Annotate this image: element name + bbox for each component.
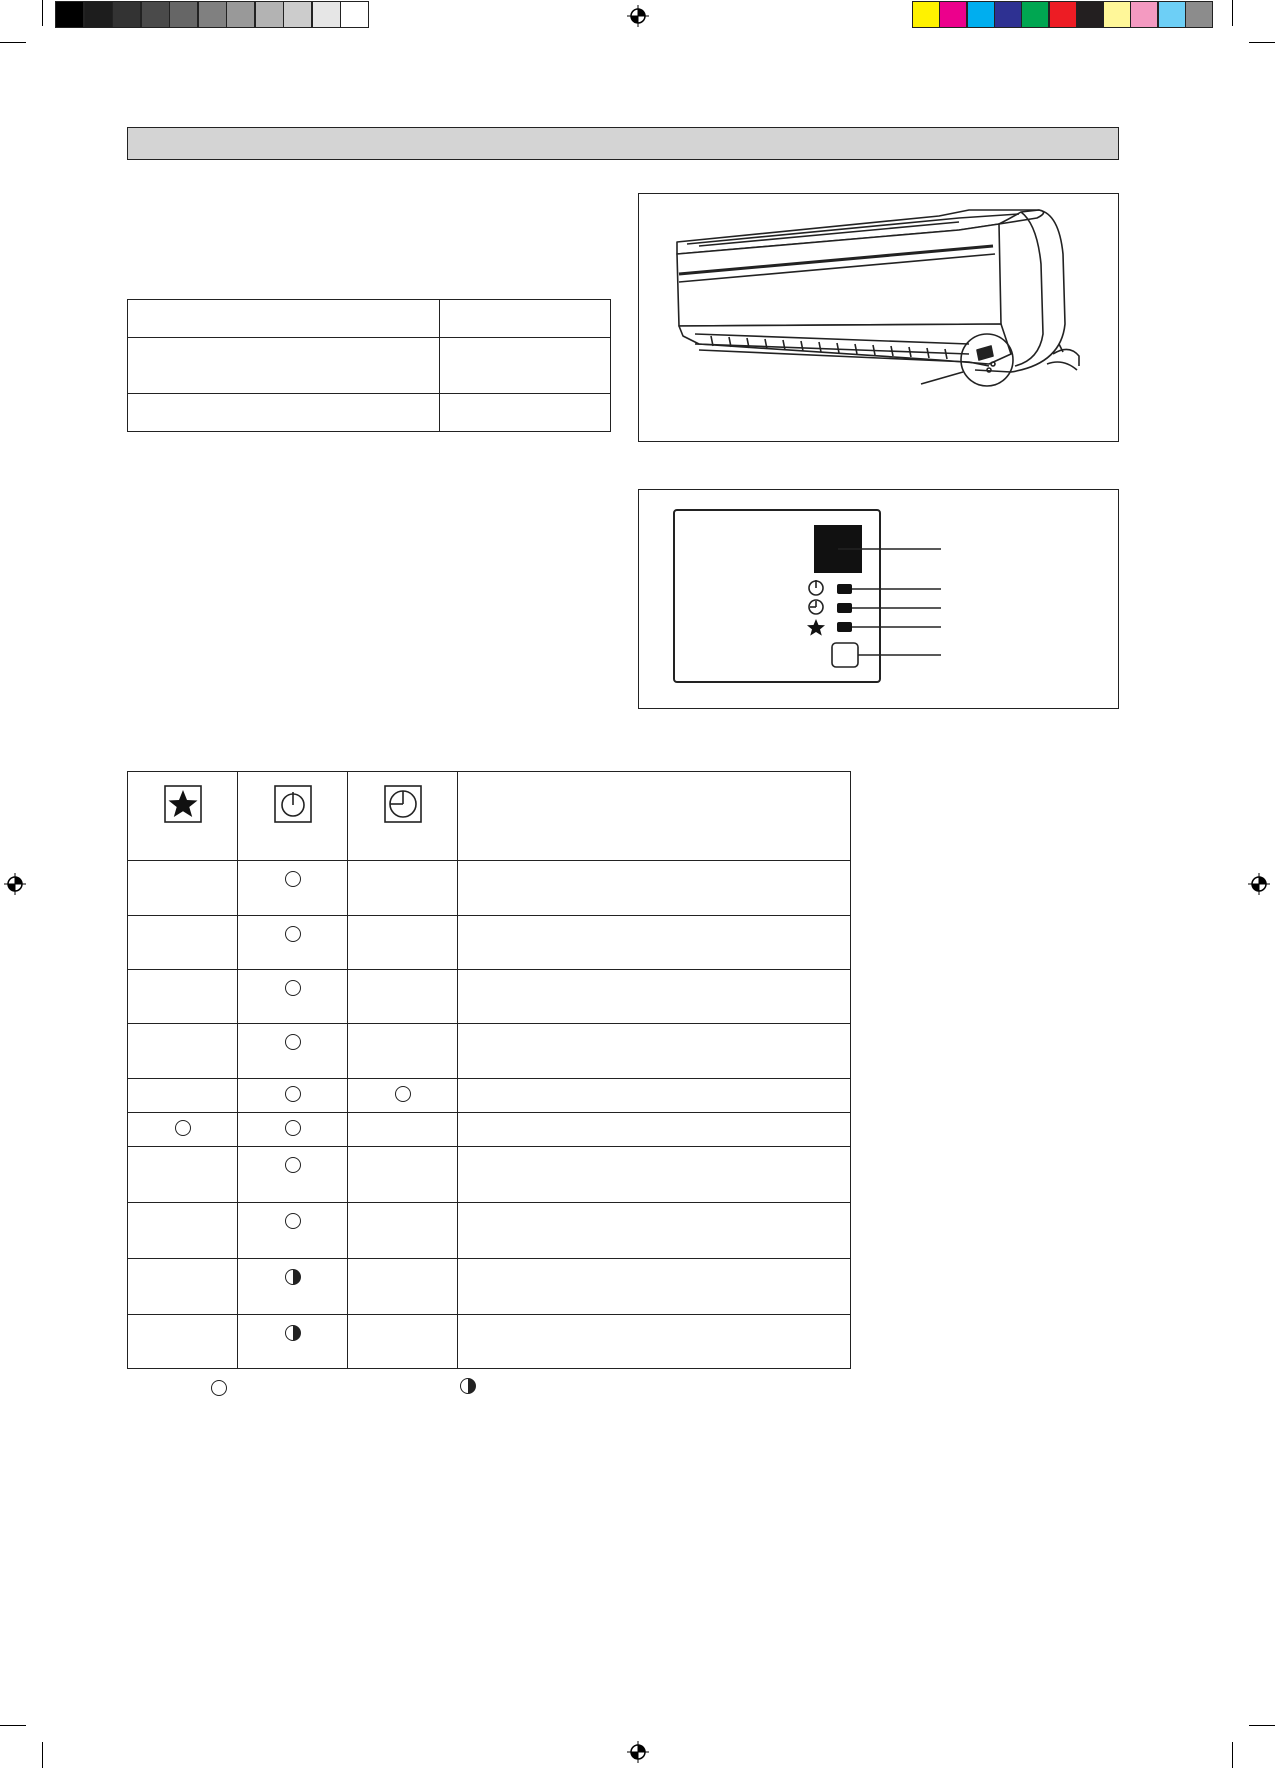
indicator-status-table: [127, 771, 851, 1369]
status-cell-timer: [348, 1147, 458, 1203]
header-cell-star: [128, 772, 238, 861]
timer-icon: [383, 784, 423, 824]
status-cell-power: [238, 1024, 348, 1079]
registration-mark-icon: [4, 873, 26, 895]
table-row: [128, 1259, 851, 1315]
status-description-cell: [458, 1315, 851, 1369]
status-cell-timer: [348, 861, 458, 916]
lamp-blink-symbol: [285, 1269, 301, 1285]
spec-label-cell: [128, 394, 440, 432]
gray-swatch: [312, 1, 341, 28]
status-cell-timer: [348, 970, 458, 1024]
status-cell-star: [128, 916, 238, 970]
status-cell-timer: [348, 916, 458, 970]
status-cell-power: [238, 1259, 348, 1315]
lamp-on-symbol: [285, 1157, 301, 1173]
status-description-cell: [458, 1203, 851, 1259]
lamp-on-symbol: [285, 1120, 301, 1136]
indicator-panel-illustration: [639, 490, 1117, 707]
table-row: [128, 1024, 851, 1079]
color-swatch: [967, 1, 995, 28]
status-cell-star: [128, 1147, 238, 1203]
table-row: [128, 1203, 851, 1259]
gray-swatch: [169, 1, 198, 28]
trim-mark: [42, 0, 43, 26]
gray-swatch: [340, 1, 369, 28]
registration-mark-icon: [627, 5, 649, 27]
star-icon: [163, 784, 203, 824]
spec-label-cell: [128, 338, 440, 394]
color-swatch: [1076, 1, 1104, 28]
table-row: [128, 861, 851, 916]
spec-label-cell: [128, 300, 440, 338]
lamp-on-symbol: [285, 871, 301, 887]
indoor-unit-figure: [638, 193, 1119, 442]
color-swatch: [1185, 1, 1213, 28]
color-swatch: [1021, 1, 1049, 28]
spec-value-cell: [440, 338, 611, 394]
air-conditioner-illustration: [639, 194, 1117, 440]
status-cell-timer: [348, 1315, 458, 1369]
status-description-cell: [458, 861, 851, 916]
gray-swatch: [198, 1, 227, 28]
lamp-on-symbol: [285, 1034, 301, 1050]
status-cell-power: [238, 861, 348, 916]
spec-value-cell: [440, 394, 611, 432]
trim-mark: [42, 1742, 43, 1768]
table-row: [128, 300, 611, 338]
trim-mark: [1249, 42, 1275, 43]
color-swatch: [994, 1, 1022, 28]
header-cell-description: [458, 772, 851, 861]
status-description-cell: [458, 1024, 851, 1079]
trim-mark: [1249, 1725, 1275, 1726]
gray-swatch: [84, 1, 113, 28]
status-cell-star: [128, 1203, 238, 1259]
registration-mark-icon: [627, 1741, 649, 1763]
header-cell-power: [238, 772, 348, 861]
status-cell-star: [128, 1113, 238, 1147]
color-swatch: [1158, 1, 1186, 28]
status-cell-star: [128, 1315, 238, 1369]
gray-swatch: [226, 1, 255, 28]
section-header-bar: [127, 127, 1119, 160]
trim-mark: [1232, 0, 1233, 26]
table-row: [128, 970, 851, 1024]
gray-swatch: [255, 1, 284, 28]
color-swatch: [1103, 1, 1131, 28]
table-row: [128, 1315, 851, 1369]
status-description-cell: [458, 1147, 851, 1203]
status-description-cell: [458, 916, 851, 970]
table-row: [128, 916, 851, 970]
header-cell-timer: [348, 772, 458, 861]
legend: [127, 1378, 850, 1402]
spec-value-cell: [440, 300, 611, 338]
status-cell-star: [128, 1259, 238, 1315]
lamp-on-symbol: [285, 1213, 301, 1229]
status-cell-timer: [348, 1113, 458, 1147]
table-row: [128, 394, 611, 432]
indicator-panel-figure: [638, 489, 1119, 709]
lamp-on-symbol: [175, 1120, 191, 1136]
status-description-cell: [458, 1259, 851, 1315]
status-description-cell: [458, 970, 851, 1024]
status-cell-power: [238, 1113, 348, 1147]
gray-swatch: [55, 1, 84, 28]
lamp-on-symbol: [285, 926, 301, 942]
status-cell-power: [238, 1147, 348, 1203]
status-cell-timer: [348, 1024, 458, 1079]
table-row: [128, 1113, 851, 1147]
gray-swatch: [141, 1, 170, 28]
trim-mark: [0, 1725, 26, 1726]
table-row: [128, 338, 611, 394]
spec-table: [127, 299, 611, 432]
status-cell-power: [238, 1079, 348, 1113]
table-row: [128, 1147, 851, 1203]
registration-mark-icon: [1248, 873, 1270, 895]
status-cell-timer: [348, 1079, 458, 1113]
color-swatch: [1130, 1, 1158, 28]
trim-mark: [0, 42, 26, 43]
power-icon: [273, 784, 313, 824]
lamp-on-symbol: [285, 980, 301, 996]
lamp-on-symbol: [285, 1086, 301, 1102]
lamp-blink-symbol: [285, 1325, 301, 1341]
gray-swatch: [283, 1, 312, 28]
color-swatch: [912, 1, 940, 28]
status-cell-power: [238, 970, 348, 1024]
status-cell-power: [238, 1203, 348, 1259]
legend-on-symbol: [211, 1380, 227, 1396]
trim-mark: [1232, 1742, 1233, 1768]
color-swatch: [939, 1, 967, 28]
lamp-on-symbol: [395, 1086, 411, 1102]
status-cell-power: [238, 1315, 348, 1369]
status-cell-power: [238, 916, 348, 970]
status-cell-star: [128, 861, 238, 916]
status-cell-timer: [348, 1259, 458, 1315]
status-description-cell: [458, 1113, 851, 1147]
color-swatch: [1049, 1, 1077, 28]
gray-swatch: [112, 1, 141, 28]
table-header-row: [128, 772, 851, 861]
status-cell-star: [128, 1024, 238, 1079]
table-row: [128, 1079, 851, 1113]
status-description-cell: [458, 1079, 851, 1113]
status-cell-star: [128, 970, 238, 1024]
status-cell-star: [128, 1079, 238, 1113]
status-cell-timer: [348, 1203, 458, 1259]
legend-blink-symbol: [460, 1378, 476, 1394]
